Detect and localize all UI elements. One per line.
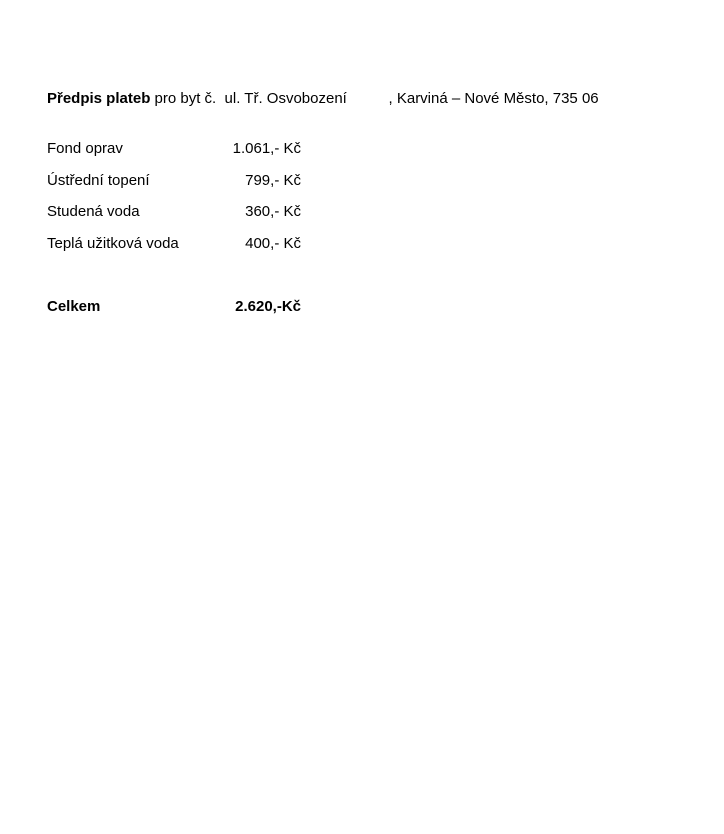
total-amount: 2.620,-Kč — [235, 298, 301, 315]
document-title-rest: pro byt č. ul. Tř. Osvobození , Karviná – Nové Město, 735 06 — [150, 90, 599, 107]
payment-amount: 799,- Kč — [245, 171, 301, 189]
payment-label: Teplá užitková voda — [47, 234, 179, 252]
total-label: Celkem — [47, 298, 101, 315]
payment-amount: 360,- Kč — [245, 203, 301, 220]
payment-row-fond-oprav — [47, 140, 301, 172]
payment-label: Studená voda — [47, 203, 140, 220]
payment-amount: 1.061,- Kč — [232, 140, 301, 157]
payment-label: Ústřední topení — [47, 171, 150, 189]
payment-amount: 400,- Kč — [245, 234, 301, 252]
payment-row-studena-voda — [47, 203, 301, 235]
payment-row-ustredni-topeni — [47, 172, 301, 204]
document-title-bold: Předpis plateb — [47, 90, 151, 107]
payment-items-list — [47, 140, 301, 266]
payment-row-tepla-uzitkova-voda — [47, 235, 301, 267]
payment-label: Fond oprav — [47, 140, 123, 157]
total-row — [47, 298, 301, 315]
document-title-line — [47, 90, 599, 107]
